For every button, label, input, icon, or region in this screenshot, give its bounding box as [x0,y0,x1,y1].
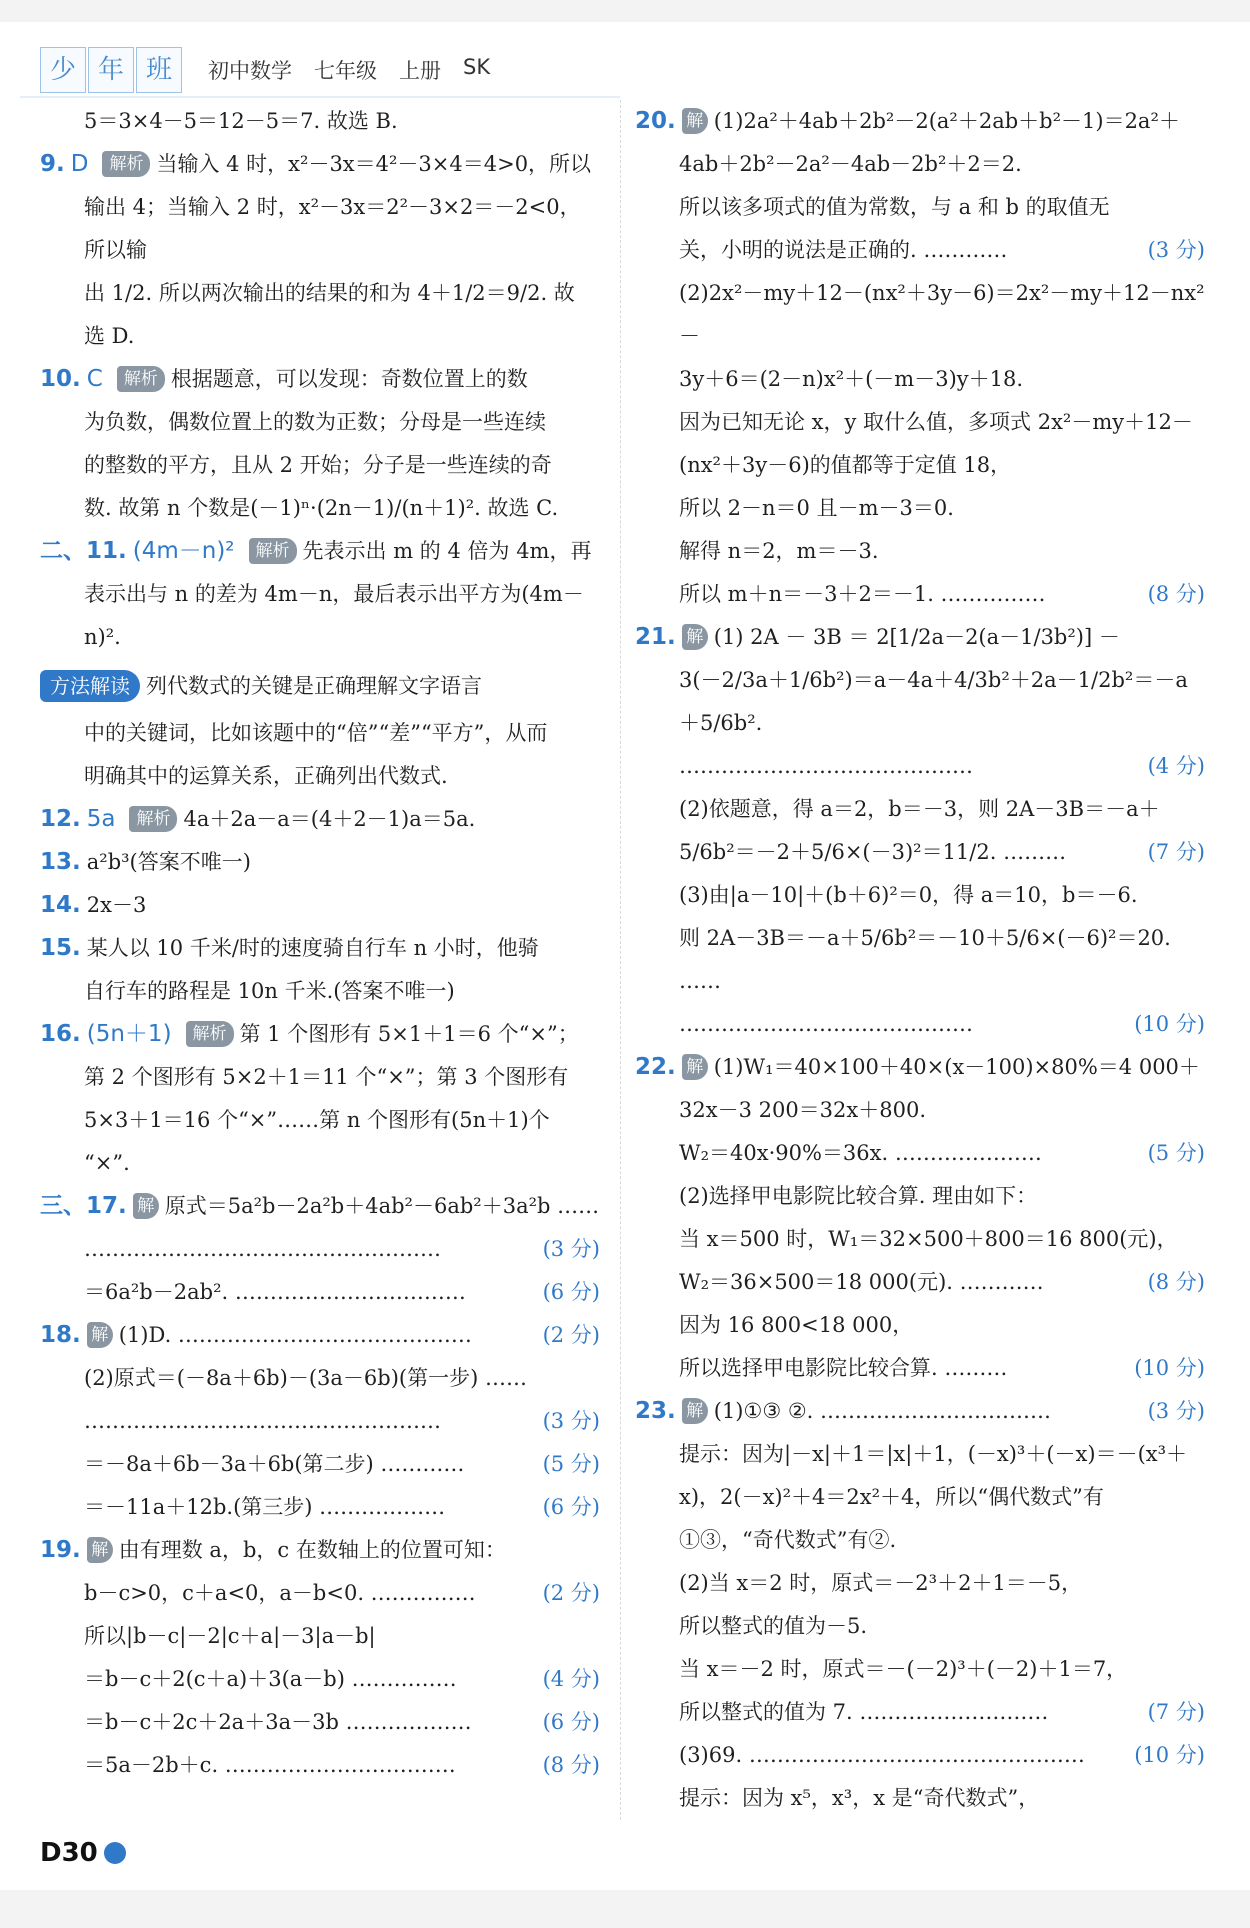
score-label: (8 分) [1147,1270,1205,1294]
text-line [635,1175,1205,1218]
line-text: …………………………………………… [84,1237,441,1261]
line-text: 中的关键词，比如该题中的“倍”“差”“平方”，从而 [84,721,548,745]
line-text: ①③，“奇代数式”有②. [679,1528,897,1552]
text-line [40,884,600,927]
text-line [635,831,1205,874]
line-text: 第 1 个图形有 5×1＋1＝6 个“×”； [239,1022,579,1046]
text-line [40,1185,600,1228]
answer: C [86,366,103,392]
bottom-margin [0,1890,1250,1928]
line-text: 提示：因为 x⁵，x³，x 是“奇代数式”， [679,1786,1040,1810]
line-text: 4ab＋2b²－2a²－4ab－2b²＋2＝2. [679,152,1022,176]
text-line [40,1744,600,1787]
solution-tag: 解 [682,624,708,650]
text-line [635,1089,1205,1132]
question-number: 16. [40,1021,81,1047]
score-label: (8 分) [542,1753,600,1777]
text-line [40,1400,600,1443]
left-column [40,100,600,1787]
score-label: (3 分) [1147,238,1205,262]
text-line [40,1486,600,1529]
score-label: (4 分) [542,1667,600,1691]
question-number: 20. [635,108,676,134]
book-info [208,55,490,85]
line-text: 因为已知无论 x，y 取什么值，多项式 2x²－my＋12－ [679,410,1193,434]
page-footer [40,1838,126,1868]
text-line [40,927,600,970]
score-label: (8 分) [1147,582,1205,606]
line-text: (3)69. ………………………………………… [679,1743,1085,1767]
line-text: 所以整式的值为－5. [679,1614,868,1638]
logo-char: 年 [88,47,134,93]
question-number: 21. [635,624,676,650]
line-text: 3(－2/3a＋1/6b²)＝a－4a＋4/3b²＋2a－1/2b²＝－a＋5/6b². [679,668,1188,735]
text-line [40,401,600,444]
line-text: 5＝3×4－5＝12－5＝7. 故选 B. [84,109,398,133]
text-line [635,1476,1205,1519]
line-text: 由有理数 a，b，c 在数轴上的位置可知： [118,1538,506,1562]
line-text: 数. 故第 n 个数是(－1)ⁿ·(2n－1)/(n＋1)². 故选 C. [84,496,559,520]
text-line [40,1099,600,1142]
question-number: 9. [40,151,65,177]
line-text: (1)2a²＋4ab＋2b²－2(a²＋2ab＋b²－1)＝2a²＋ [713,109,1180,133]
solution-tag: 解 [87,1322,113,1348]
text-line [635,143,1205,186]
line-text: (1) 2A － 3B ＝ 2[1/2a－2(a－1/3b²)] － [713,625,1120,649]
line-text: b－c>0，c＋a<0，a－b<0. …………… [84,1581,476,1605]
line-text: (2)当 x＝2 时，原式＝－2³＋2＋1＝－5， [679,1571,1083,1595]
text-line [635,1562,1205,1605]
text-line [635,444,1205,487]
line-text: “×”. [84,1151,130,1175]
text-line [40,1658,600,1701]
line-text: ＝－11a＋12b.(第三步) ……………… [84,1495,446,1519]
score-label: (3 分) [542,1237,600,1261]
line-text: 当 x＝－2 时，原式＝－(－2)³＋(－2)＋1＝7， [679,1657,1128,1681]
line-text: 当 x＝500 时，W₁＝32×500＋800＝16 800(元)， [679,1227,1178,1251]
line-text: a²b³(答案不唯一) [86,850,251,874]
question-number: 三、17. [40,1193,127,1219]
analysis-tag: 解析 [249,538,297,564]
text-line [40,1572,600,1615]
line-text: 根据题意，可以发现：奇数位置上的数 [170,367,528,391]
text-line [40,798,600,841]
answer: (5n＋1) [86,1021,172,1047]
line-text: (2)依题意，得 a＝2，b＝－3，则 2A－3B＝－a＋ [679,797,1160,821]
score-label: (7 分) [1147,840,1205,864]
text-line [40,487,600,530]
method-text: 列代数式的关键是正确理解文字语言 [146,674,482,698]
analysis-tag: 解析 [117,366,165,392]
text-line [635,1605,1205,1648]
line-text: 因为 16 800<18 000， [679,1313,914,1337]
text-line [635,788,1205,831]
line-text: …………………………………… [679,1012,973,1036]
score-label: (10 分) [1134,1356,1205,1380]
text-line [40,616,600,659]
question-number: 二、11. [40,538,127,564]
solution-tag: 解 [87,1537,113,1563]
line-text: 自行车的路程是 10n 千米.(答案不唯一) [84,979,455,1003]
score-label: (7 分) [1147,1700,1205,1724]
score-label: (6 分) [542,1495,600,1519]
line-text: 先表示出 m 的 4 倍为 4m，再 [302,539,592,563]
line-text: (1)W₁＝40×100＋40×(x－100)×80%＝4 000＋ [713,1055,1200,1079]
method-badge: 方法解读 [40,670,140,702]
solution-tag: 解 [682,1398,708,1424]
score-label: (3 分) [542,1409,600,1433]
text-line [40,444,600,487]
subject: 初中数学 [208,59,292,83]
line-text: ＝6a²b－2ab². …………………………… [84,1280,466,1304]
line-text: 所以 m＋n＝－3＋2＝－1. …………… [679,582,1046,606]
line-text: ＝5a－2b＋c. …………………………… [84,1753,456,1777]
score-label: (10 分) [1134,1012,1205,1036]
score-label: (5 分) [542,1452,600,1476]
question-number: 12. [40,806,81,832]
line-text: (1)D. …………………………………… [118,1323,472,1347]
solution-tag: 解 [682,108,708,134]
line-text: 所以该多项式的值为常数，与 a 和 b 的取值无 [679,195,1110,219]
text-line [40,100,600,143]
text-line [635,186,1205,229]
line-text: 2x－3 [86,893,147,917]
question-number: 15. [40,935,81,961]
text-line [635,1648,1205,1691]
column-divider [620,100,621,1820]
line-text: W₂＝36×500＝18 000(元). ………… [679,1270,1044,1294]
line-text: 原式＝5a²b－2a²b＋4ab²－6ab²＋3a²b …… [164,1194,600,1218]
analysis-tag: 解析 [129,806,177,832]
text-line [635,1734,1205,1777]
text-line [40,358,600,401]
question-number: 22. [635,1054,676,1080]
line-text: ＝b－c＋2(c＋a)＋3(a－b) …………… [84,1667,457,1691]
line-text: 提示：因为|－x|＋1＝|x|＋1，(－x)³＋(－x)＝－(x³＋ [679,1442,1188,1466]
text-line [40,755,600,798]
text-line [40,186,600,272]
answer: 5a [86,806,116,832]
volume: 上册 [399,59,441,83]
page-marker-icon [104,1842,126,1864]
text-line [635,1347,1205,1390]
text-line [635,745,1205,788]
line-text: 选 D. [84,324,135,348]
text-line [635,229,1205,272]
text-line [635,659,1205,745]
text-line [635,616,1205,659]
line-text: 5×3＋1＝16 个“×”……第 n 个图形有(5n＋1)个 [84,1108,550,1132]
text-line [635,401,1205,444]
text-line [635,1218,1205,1261]
line-text: 表示出与 n 的差为 4m－n，最后表示出平方为(4m－ [84,582,584,606]
line-text: …………………………………………… [84,1409,441,1433]
solution-tag: 解 [133,1193,159,1219]
line-text: 5/6b²＝－2＋5/6×(－3)²＝11/2. ……… [679,840,1067,864]
text-line [635,1390,1205,1433]
solution-tag: 解 [682,1054,708,1080]
line-text: (2)2x²－my＋12－(nx²＋3y－6)＝2x²－my＋12－nx²－ [679,281,1205,348]
text-line [40,1615,600,1658]
top-margin [0,0,1250,22]
text-line [635,1777,1205,1820]
text-line [40,1357,600,1400]
grade: 七年级 [314,59,377,83]
line-text: n)². [84,625,121,649]
text-line [635,1691,1205,1734]
line-text: 的整数的平方，且从 2 开始；分子是一些连续的奇 [84,453,552,477]
line-text: 关，小明的说法是正确的. ………… [679,238,1008,262]
line-text: (2)选择甲电影院比较合算. 理由如下： [679,1184,1038,1208]
text-line [635,1261,1205,1304]
text-line [40,1314,600,1357]
line-text: 4a＋2a－a＝(4＋2－1)a＝5a. [183,807,476,831]
line-text: (2)原式＝(－8a＋6b)－(3a－6b)(第一步) …… [84,1366,527,1390]
line-text: 则 2A－3B＝－a＋5/6b²＝－10＋5/6×(－6)²＝20. …… [679,926,1171,993]
text-line [635,1519,1205,1562]
text-line [40,712,600,755]
line-text: 所以整式的值为 7. ……………………… [679,1700,1049,1724]
answer: D [70,151,89,177]
header-rule [20,96,620,98]
logo-char: 少 [40,47,86,93]
text-line [635,573,1205,616]
analysis-tag: 解析 [102,151,150,177]
score-label: (5 分) [1147,1141,1205,1165]
question-number: 18. [40,1322,81,1348]
analysis-tag: 解析 [186,1021,234,1047]
text-line [635,1304,1205,1347]
page-number: D30 [40,1838,98,1868]
text-line [635,1003,1205,1046]
score-label: (2 分) [542,1581,600,1605]
text-line [40,1271,600,1314]
text-line [40,272,600,315]
text-line [635,272,1205,358]
line-text: …………………………………… [679,754,973,778]
line-text: 3y＋6＝(2－n)x²＋(－m－3)y＋18. [679,367,1024,391]
text-line [40,1013,600,1056]
score-label: (6 分) [542,1280,600,1304]
score-label: (3 分) [1147,1399,1205,1423]
line-text: (1)①③ ②. …………………………… [713,1399,1052,1423]
text-line [40,970,600,1013]
question-number: 10. [40,366,81,392]
method-note [40,665,600,708]
question-number: 23. [635,1398,676,1424]
logo-char: 班 [136,47,182,93]
text-line [40,573,600,616]
question-number: 14. [40,892,81,918]
text-line [40,315,600,358]
line-text: 某人以 10 千米/时的速度骑自行车 n 小时，他骑 [86,936,539,960]
score-label: (6 分) [542,1710,600,1734]
line-text: x)，2(－x)²＋4＝2x²＋4，所以“偶代数式”有 [679,1485,1104,1509]
page-header [40,48,490,92]
line-text: 当输入 4 时，x²－3x＝4²－3×4＝4>0，所以 [156,152,592,176]
text-line [40,1701,600,1744]
line-text: (nx²＋3y－6)的值都等于定值 18， [679,453,1012,477]
text-line [635,1046,1205,1089]
score-label: (2 分) [542,1323,600,1347]
text-line [635,487,1205,530]
text-line [40,530,600,573]
text-line [635,358,1205,401]
text-line [635,100,1205,143]
text-line [40,1529,600,1572]
line-text: 第 2 个图形有 5×2＋1＝11 个“×”；第 3 个图形有 [84,1065,569,1089]
text-line [40,1228,600,1271]
score-label: (4 分) [1147,754,1205,778]
line-text: 明确其中的运算关系，正确列出代数式. [84,764,448,788]
line-text: 所以|b－c|－2|c＋a|－3|a－b| [84,1624,376,1648]
text-line [635,874,1205,917]
score-label: (10 分) [1134,1743,1205,1767]
right-column [635,100,1205,1820]
question-number: 19. [40,1537,81,1563]
text-line [40,143,600,186]
question-number: 13. [40,849,81,875]
line-text: 为负数，偶数位置上的数为正数；分母是一些连续 [84,410,546,434]
text-line [40,1142,600,1185]
line-text: 32x－3 200＝32x＋800. [679,1098,927,1122]
line-text: ＝b－c＋2c＋2a＋3a－3b ……………… [84,1710,472,1734]
line-text: ＝－8a＋6b－3a＋6b(第二步) ………… [84,1452,465,1476]
line-text: 所以 2－n＝0 且－m－3＝0. [679,496,954,520]
text-line [40,841,600,884]
edition: SK [463,55,491,79]
line-text: 输出 4；当输入 2 时，x²－3x＝2²－3×2＝－2<0，所以输 [84,195,581,262]
line-text: 出 1/2. 所以两次输出的结果的和为 4＋1/2＝9/2. 故 [84,281,575,305]
text-line [40,1443,600,1486]
line-text: (3)由|a－10|＋(b＋6)²＝0，得 a＝10，b＝－6. [679,883,1138,907]
text-line [635,1132,1205,1175]
series-logo [40,47,182,93]
line-text: 解得 n＝2，m＝－3. [679,539,879,563]
text-line [635,1433,1205,1476]
text-line [635,530,1205,573]
text-line [635,917,1205,1003]
text-line [40,1056,600,1099]
line-text: W₂＝40x·90%＝36x. ………………… [679,1141,1042,1165]
answer: (4m－n)² [132,538,235,564]
line-text: 所以选择甲电影院比较合算. ……… [679,1356,1008,1380]
